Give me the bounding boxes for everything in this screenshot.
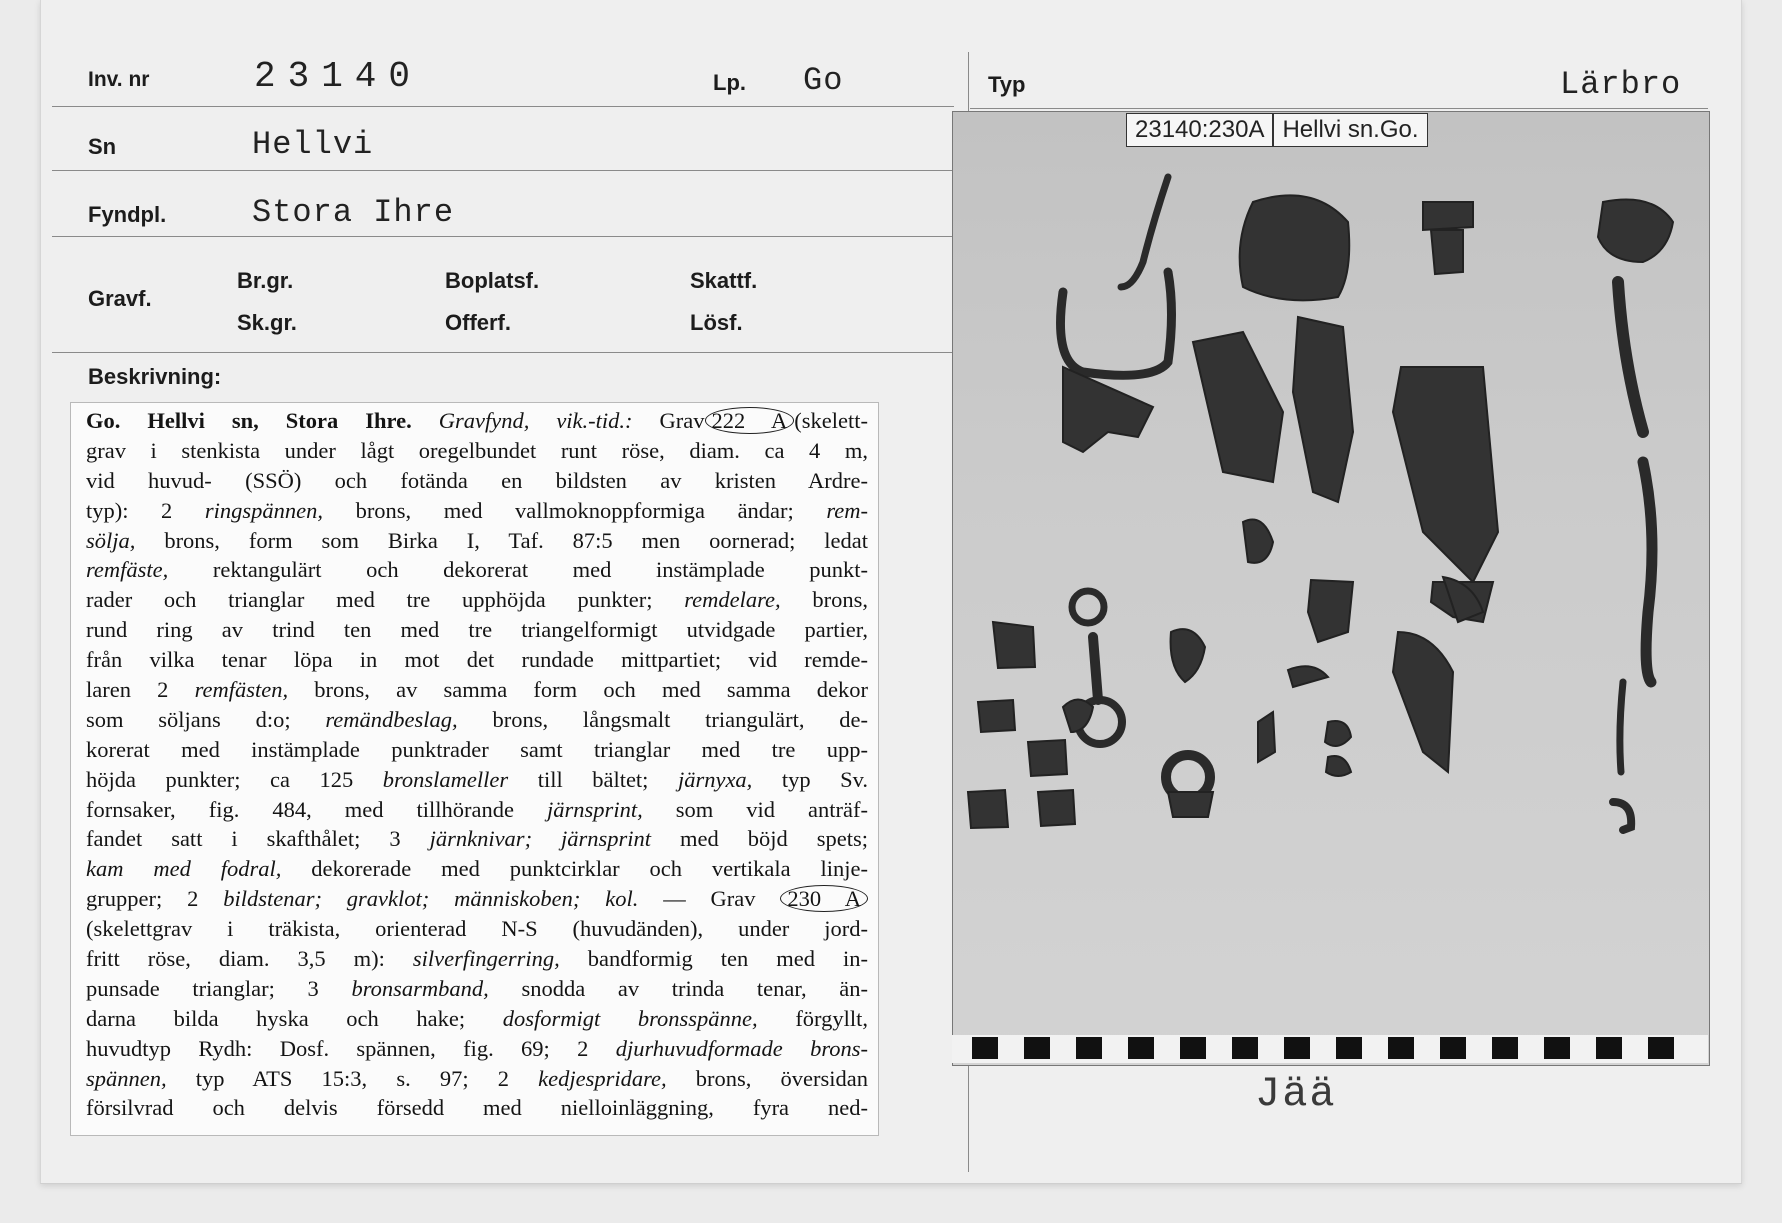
gravf-label: Gravf.	[88, 286, 152, 311]
sn-value: Hellvi	[252, 126, 374, 163]
fyndpl-label: Fyndpl.	[88, 202, 167, 227]
desc-line: vid huvud- (SSÖ) och fotända en bildsten av kristen Ardre-	[86, 467, 868, 493]
scale-segment	[1284, 1037, 1310, 1059]
desc-line: rader och trianglar med tre upphöjda punkter; remdelare, brons,	[86, 587, 868, 613]
lamella-artifact	[1288, 666, 1328, 687]
sn-label: Sn	[88, 134, 117, 159]
iron-fragment-artifact	[1620, 682, 1623, 772]
desc-line: Go. Hellvi sn, Stora Ihre. Gravfynd, vik.-tid.: Grav 222 A (skelett-	[86, 408, 869, 433]
desc-line: sölja, brons, form som Birka I, Taf. 87:5 men oornerad; ledat	[86, 527, 869, 553]
scale-segment	[972, 1037, 998, 1059]
small-ring-artifact	[1072, 591, 1104, 623]
hook-artifact	[1613, 802, 1631, 830]
desc-line: grav i stenkista under lågt oregelbundet runt röse, diam. ca 4 m,	[86, 437, 868, 463]
comb-fragment	[1293, 317, 1353, 502]
scale-segment	[1336, 1037, 1362, 1059]
scale-segment	[1076, 1037, 1102, 1059]
desc-line: rund ring av trind ten med tre triangelformigt utvidgade partier,	[86, 617, 868, 643]
fyndpl-value: Stora Ihre	[252, 194, 455, 231]
animal-head-brooch-artifact	[1171, 629, 1205, 682]
offerf-label: Offerf.	[445, 310, 511, 335]
losf-label: Lösf.	[690, 310, 743, 335]
skattf-label: Skattf.	[690, 268, 758, 293]
desc-line: korerat med instämplade punktrader samt trianglar med tre upp-	[86, 736, 868, 762]
artifacts-illustration	[953, 112, 1709, 1065]
fingerring-artifact	[1326, 756, 1351, 776]
signature-initials: Jää	[1255, 1070, 1337, 1118]
sk-gr-label: Sk.gr.	[237, 310, 297, 335]
beskrivning-label: Beskrivning:	[88, 364, 222, 389]
description-slip	[70, 402, 879, 1136]
mount-artifact	[1028, 740, 1067, 776]
brooch-pin-artifact	[1121, 177, 1168, 287]
scale-segment	[1388, 1037, 1414, 1059]
axe-artifact	[1063, 367, 1153, 452]
scale-segment	[1596, 1037, 1622, 1059]
divider	[970, 108, 1708, 109]
desc-line: grupper; 2 bildstenar; gravklot; människoben; kol. — Grav 230 A	[86, 884, 868, 914]
photo-label-place: Hellvi sn.Go.	[1282, 116, 1419, 143]
scale-segment	[1544, 1037, 1570, 1059]
desc-line: höjda punkter; ca 125 bronslameller till bältet; järnyxa, typ Sv.	[86, 766, 869, 792]
scale-segment	[1024, 1037, 1050, 1059]
mount-artifact	[1038, 790, 1075, 826]
brooch-head-artifact	[1598, 200, 1673, 263]
mount-artifact	[978, 700, 1015, 732]
inv-nr-value: 23140	[254, 56, 423, 97]
chain-spreader-artifact	[993, 622, 1035, 668]
divider	[52, 352, 954, 353]
inv-nr-label: Inv. nr	[88, 68, 150, 91]
br-gr-label: Br.gr.	[237, 268, 294, 293]
iron-rod-artifact	[1643, 462, 1652, 682]
mount-artifact	[968, 790, 1008, 828]
desc-line: fornsaker, fig. 484, med tillhörande järnsprint, som vid anträf-	[86, 796, 869, 822]
divider	[52, 170, 954, 171]
bronze-lump-artifact	[1240, 195, 1350, 300]
scale-bar	[952, 1035, 1708, 1063]
scale-segment	[1128, 1037, 1154, 1059]
comb-fragment	[1393, 367, 1498, 582]
photo-label-number: 23140:230A	[1135, 116, 1265, 143]
divider	[52, 236, 954, 237]
boplatsf-label: Boplatsf.	[445, 268, 540, 293]
desc-line: fritt röse, diam. 3,5 m): silverfingerring, bandformig ten med in-	[86, 946, 869, 972]
iron-pin-artifact	[1618, 282, 1643, 432]
desc-line: (skelettgrav i träkista, orienterad N-S (huvudänden), under jord-	[86, 916, 868, 942]
desc-line: darna bilda hyska och hake; dosformigt bronsspänne, förgyllt,	[86, 1005, 869, 1031]
box-brooch-artifact	[1063, 700, 1093, 733]
scale-segment	[1648, 1037, 1674, 1059]
grave-222a-marker: 222 A	[705, 407, 795, 434]
comb-case-fragment	[1193, 332, 1283, 482]
desc-line: remfäste, rektangulärt och dekorerat med instämplade punkt-	[86, 557, 868, 583]
ring-brooch-artifact	[1061, 272, 1172, 375]
desc-line: spännen, typ ATS 15:3, s. 97; 2 kedjespridare, brons, översidan	[86, 1065, 869, 1091]
desc-line: laren 2 remfästen, brons, av samma form och med samma dekor	[86, 677, 869, 703]
desc-line: punsade trianglar; 3 bronsarmband, snodda av trinda tenar, än-	[86, 975, 868, 1001]
desc-line: fandet satt i skafthålet; 3 järnknivar; järnsprint med böjd spets;	[86, 826, 868, 852]
lp-label: Lp.	[713, 70, 746, 95]
lamella-artifact	[1258, 712, 1275, 762]
desc-line: typ): 2 ringspännen, brons, med vallmoknoppformiga ändar; rem-	[86, 497, 869, 523]
desc-line: som söljans d:o; remändbeslag, brons, långsmalt triangulärt, de-	[86, 706, 869, 732]
desc-line: kam med fodral, dekorerade med punktcirklar och vertikala linje-	[86, 856, 868, 882]
desc-line: huvudtyp Rydh: Dosf. spännen, fig. 69; 2 djurhuvudformade brons-	[86, 1035, 869, 1061]
sleeve-artifact	[1423, 202, 1473, 230]
lamella-artifact	[1325, 721, 1351, 746]
typ-value: Lärbro	[1560, 66, 1682, 103]
knife-fragment	[1243, 520, 1273, 563]
lp-value: Go	[803, 62, 844, 99]
scale-segment	[1180, 1037, 1206, 1059]
scale-segment	[1440, 1037, 1466, 1059]
desc-line: från vilka tenar löpa in mot det rundade mittpartiet; vid remde-	[86, 647, 868, 673]
scale-segment	[1232, 1037, 1258, 1059]
artifact-photograph	[952, 111, 1710, 1066]
desc-line: försilvrad och delvis försedd med nielloinläggning, fyra ned-	[86, 1095, 868, 1121]
divider	[52, 106, 954, 107]
typ-label: Typ	[988, 72, 1026, 97]
photo-label	[1126, 113, 1428, 147]
scale-segment	[1492, 1037, 1518, 1059]
strap-mount-artifact	[1308, 580, 1353, 642]
grave-230a-marker: 230 A	[780, 885, 868, 912]
strap-end-mount-artifact	[1393, 632, 1453, 772]
